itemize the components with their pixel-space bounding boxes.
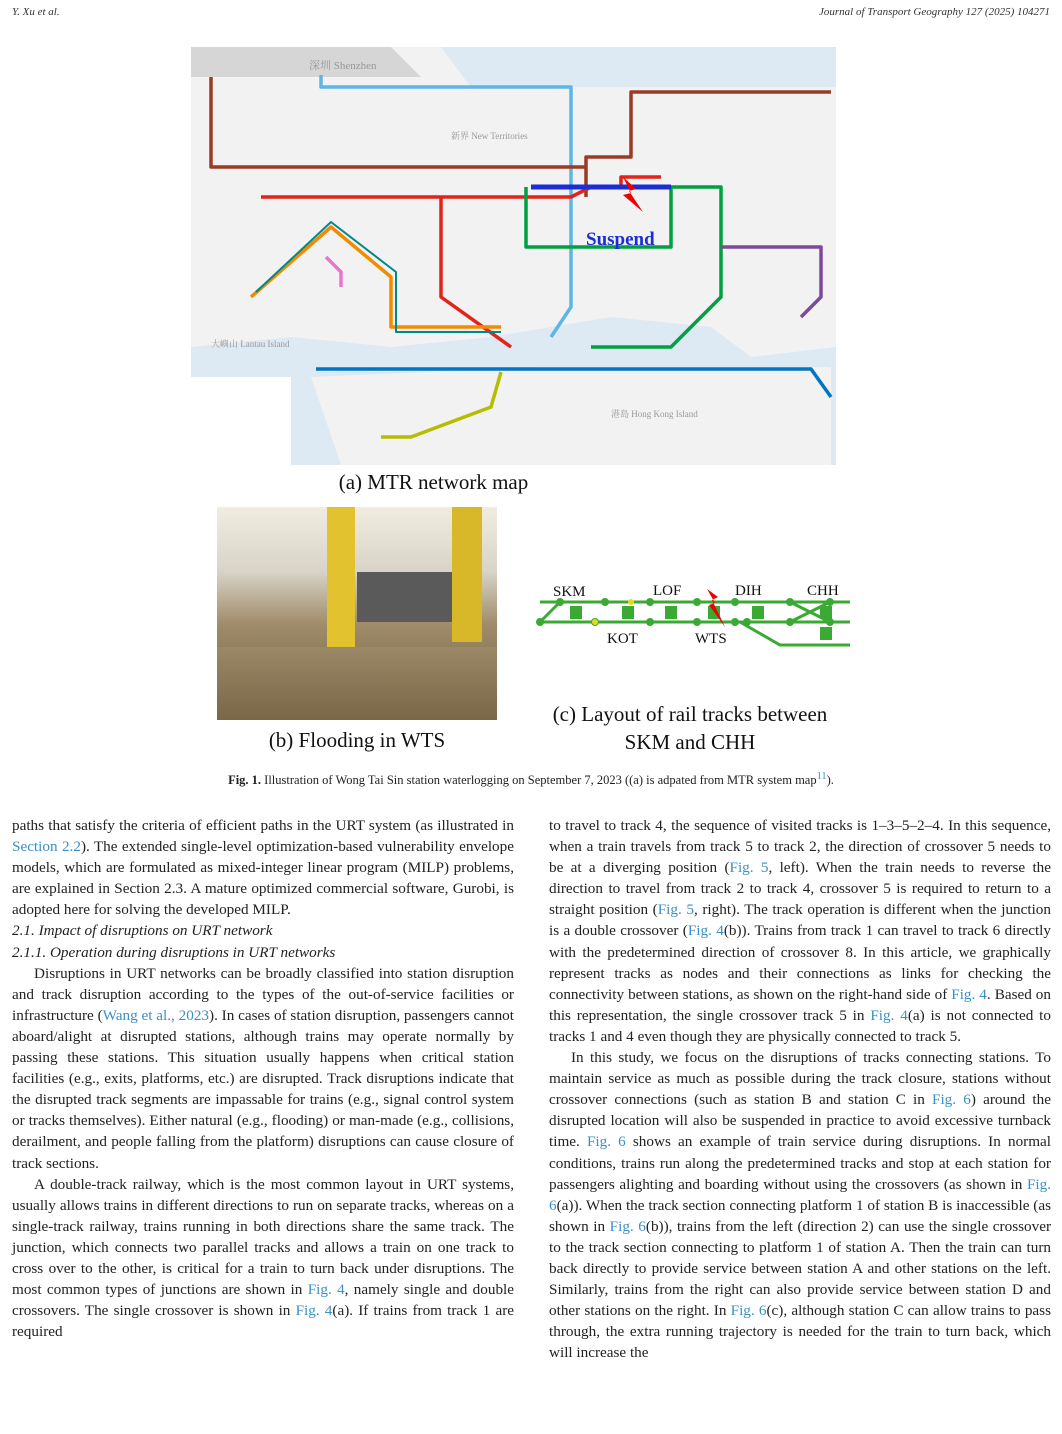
station-lof: LOF <box>653 583 682 599</box>
figure-link[interactable]: Fig. 5 <box>657 901 694 919</box>
region-shenzhen: 深圳 Shenzhen <box>309 60 377 72</box>
figure-link[interactable]: Fig. 6 <box>586 1133 626 1151</box>
caption-c <box>520 700 860 756</box>
region-new-territories: 新界 New Territories <box>451 131 528 141</box>
caption-c-line2: SKM and CHH <box>624 730 756 754</box>
running-header-journal: Journal of Transport Geography 127 (2025) 104271 <box>819 6 1050 18</box>
suspend-label: Suspend <box>586 229 655 250</box>
figure-link[interactable]: Fig. 4 <box>687 922 724 940</box>
paragraph: In this study, we focus on the disruptions of tracks connecting stations. To maintain service as much as possible during the track closure, stations without crossover connections (such as station B and station C in Fig. 6) around the disrupted location will also be suspended in practice to avoid excessive turnback time. Fig. 6 shows an example of train service during disruptions. In normal conditions, trains run along the predetermined tracks and stop at each station for passengers alighting and boarding without using the crossovers (as shown in Fig. 6(a)). When the track section connecting platform 1 of station B is inaccessible (as shown in Fig. 6(b)), trains from the left (direction 2) can use the single crossover to the track section connecting to platform 1 of station A. Then the train can turn back directly to provide service between station A and other stations on the left. Similarly, trains from the right can also provide service between station D and other stations on the right. In Fig. 6(c), although station C can allow trains to pass through, the extra running trajectory is needed for the train to turn back, which will increase the <box>549 1049 1051 1362</box>
left-column <box>12 815 514 1342</box>
station-skm: SKM <box>553 584 586 600</box>
paragraph: to travel to track 4, the sequence of visited tracks is 1–3–5–2–4. In this sequence, when a train travels from track 5 to track 2, the direction of crossover 5 needs to be at a diverging position (Fig. 5, left). When the train needs to reverse the direction to travel from track 2 to track 4, crossover 5 is required to return to a straight position (Fig. 5, right). The track operation is different when the junction is a double crossover (Fig. 4(b)). Trains from track 1 can travel to track 6 directly with the predetermined direction of crossover 8. In this article, we graphically represent tracks as nodes and their connections as links for checking the connectivity between stations, as shown on the right-hand side of Fig. 4. Based on this representation, the single crossover track 5 in Fig. 4(a) is not connected to tracks 1 and 4 even though they are physically connected to track 5. <box>549 817 1051 1045</box>
station-wts: WTS <box>695 631 727 647</box>
section-link[interactable]: Section 2.2 <box>12 838 81 856</box>
station-kot: KOT <box>607 631 638 647</box>
figure-link[interactable]: Fig. 6 <box>730 1302 767 1320</box>
figure-link[interactable]: Fig. 6 <box>549 1175 1051 1214</box>
right-column <box>549 815 1051 1363</box>
running-header-authors: Y. Xu et al. <box>12 6 60 18</box>
paragraph: Disruptions in URT networks can be broadly classified into station disruption and track disruption according to the types of the out-of-service facilities or infrastructure (Wang et al., 2023). In cases of station disruption, passengers cannot aboard/alight at disrupted stations, although trains may operate normally by passing these stations. This situation usually happens when critical station facilities (e.g., exits, platforms, etc.) are disrupted. Track disruptions indicate that the disrupted track segments are impassable for trains (e.g., signal control system or tracks themselves). Either natural (e.g., flooding) or man-made (e.g., collisions, derailment, and people falling from the platform) disruptions can cause closure of track sections. <box>12 964 514 1172</box>
figure-caption <box>0 771 1062 788</box>
caption-c-line1: (c) Layout of rail tracks between <box>552 702 828 726</box>
footnote-link[interactable]: 11 <box>816 771 827 782</box>
caption-b: (b) Flooding in WTS <box>268 728 446 752</box>
figure-link[interactable]: Fig. 5 <box>729 859 769 877</box>
paragraph: paths that satisfy the criteria of efficient paths in the URT system (as illustrated in Section 2.2). The extended single-level optimization-based vulnerability envelope models, which are formulated as mixed-integer linear program (MILP) problems, are explained in Section 2.3. A mature optimized commercial software, Gurobi, is adopted here for solving the developed MILP. <box>12 817 514 919</box>
figure-link[interactable]: Fig. 4 <box>951 985 987 1003</box>
station-chh: CHH <box>807 583 839 599</box>
figure-caption-text: Illustration of Wong Tai Sin station waterlogging on September 7, 2023 ((a) is adpated from MTR system map <box>264 773 817 788</box>
section-heading: 2.1. Impact of disruptions on URT network <box>12 922 273 940</box>
citation-link[interactable]: Wang et al., 2023 <box>102 1006 210 1024</box>
station-dih: DIH <box>735 583 762 599</box>
figure-link[interactable]: Fig. 4 <box>870 1006 908 1024</box>
figure-link[interactable]: Fig. 4 <box>295 1302 333 1320</box>
figure-link[interactable]: Fig. 6 <box>609 1217 646 1235</box>
region-lantau: 大嶼山 Lantau Island <box>211 339 290 349</box>
region-hk-island: 港島 Hong Kong Island <box>611 409 698 419</box>
mtr-network-map <box>191 47 836 465</box>
caption-end: ). <box>826 773 834 788</box>
flooding-photo <box>217 507 497 720</box>
caption-a: (a) MTR network map <box>338 470 529 494</box>
paragraph: A double-track railway, which is the most common layout in URT systems, usually allows trains in different directions to run on separate tracks, whereas on a single-track railway, trains running in both directions share the same track. The junction, which connects two parallel tracks and allows a train on one track to cross over to the other, is critical for a train to turn back under disruptions. The most common types of junctions are shown in Fig. 4, namely single and double crossovers. The single crossover is shown in Fig. 4(a). If trains from track 1 are required <box>12 1175 515 1341</box>
figure-label: Fig. 1. <box>228 773 262 788</box>
figure-link[interactable]: Fig. 4 <box>307 1281 345 1299</box>
figure-link[interactable]: Fig. 6 <box>932 1091 971 1109</box>
subsection-heading: 2.1.1. Operation during disruptions in URT networks <box>12 943 336 961</box>
track-layout-diagram <box>525 575 850 660</box>
